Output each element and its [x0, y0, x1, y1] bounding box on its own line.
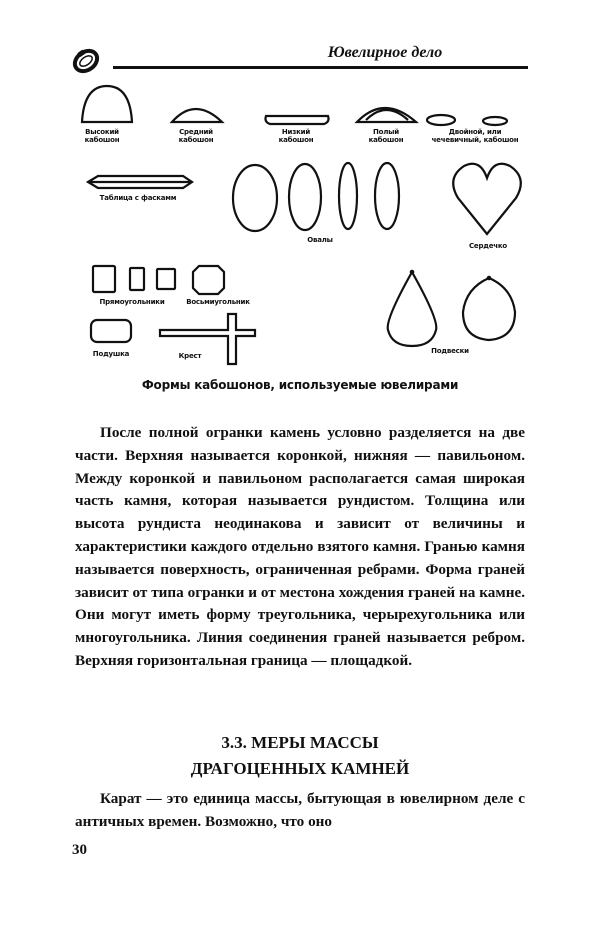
pendants-shapes	[388, 271, 515, 346]
label-octagon: Восьмиугольник	[186, 298, 250, 306]
double-cabochon-shape	[427, 115, 507, 125]
label-pendants: Подвески	[431, 347, 469, 355]
body-text	[75, 422, 525, 673]
octagon-shape	[193, 266, 224, 294]
paragraph: После полной огранки камень условно разделяется на две части. Верхняя называется коронкой, нижняя — павильоном. Между коронкой и павильоном располагается самая широкая часть камня, которая называется рундистом. Толщина или высота рундиста неодинакова и зависит от величины и характеристики каждого отдельно взятого камня. Гранью камня называется поверхность, ограниченная ребрами. Форма граней зависит от типа огранки и от местона хождения граней на камне. Они могут иметь форму треугольника, черырехугольника или многоугольника. Линия соединения граней называется ребром. Верхняя горизонтальная граница — площадкой.	[75, 424, 525, 669]
label-heart: Сердечко	[468, 242, 508, 250]
section-title	[75, 730, 525, 782]
page-number: 30	[72, 842, 87, 858]
label-ovals: Овалы	[307, 236, 333, 244]
label-double-cabochon: Двойной, или чечевичный, кабошон	[431, 128, 519, 144]
label-cushion: Подушка	[92, 350, 130, 358]
paragraph: Карат — это единица массы, бытующая в ювелирном деле с античных времен. Возможно, что оно	[75, 790, 525, 830]
section-title-line: ДРАГОЦЕННЫХ КАМНЕЙ	[190, 759, 410, 778]
label-hollow-cabochon: Полый кабошон	[368, 128, 404, 144]
high-cabochon-shape	[82, 86, 132, 122]
hollow-cabochon-shape	[357, 108, 416, 122]
label-low-cabochon: Низкий кабошон	[278, 128, 314, 144]
label-high-cabochon: Высокий кабошон	[84, 128, 120, 144]
label-rectangles: Прямоугольники	[99, 298, 165, 306]
low-cabochon-shape	[266, 116, 329, 124]
medium-cabochon-shape	[172, 109, 222, 122]
rectangles-shapes	[93, 266, 175, 292]
cabochon-figure	[0, 0, 600, 392]
section-title-line: 3.3. МЕРЫ МАССЫ	[221, 733, 379, 752]
ovals-shapes	[233, 163, 399, 231]
figure-caption: Формы кабошонов, используемые ювелирами	[141, 378, 459, 392]
table-with-facets-shape	[88, 176, 192, 188]
label-cross: Крест	[178, 352, 202, 360]
cushion-shape	[91, 320, 131, 342]
label-table-with-facets: Таблица с фаскамм	[99, 194, 177, 202]
running-header-title: Ювелирное дело	[270, 44, 500, 62]
heart-shape	[453, 164, 521, 234]
body-text	[75, 788, 525, 834]
label-medium-cabochon: Средний кабошон	[178, 128, 214, 144]
